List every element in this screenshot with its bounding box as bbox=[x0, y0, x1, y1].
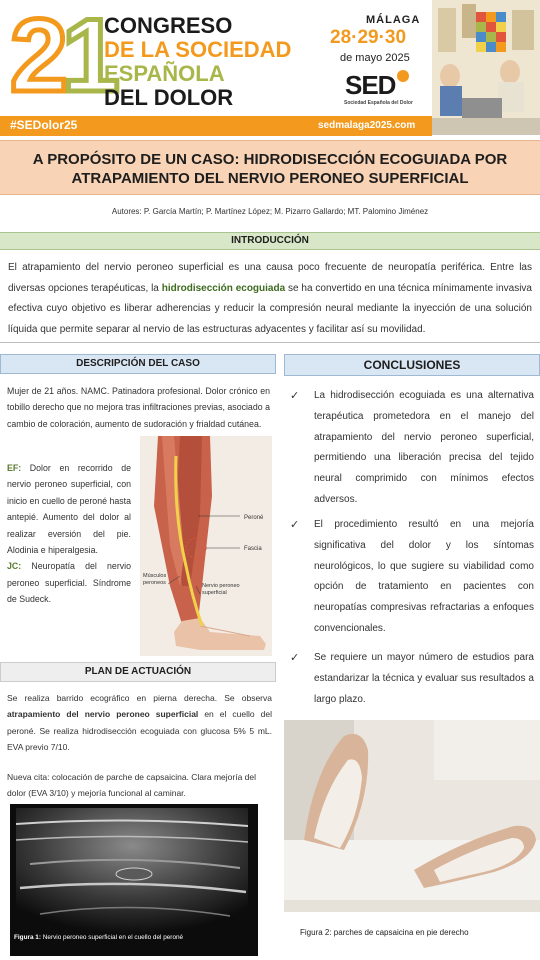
conclusion-text: Se requiere un mayor número de estudios para estandarizar la técnica y evaluar sus resultados a largo plazo. bbox=[314, 652, 534, 705]
conclusion-text: El procedimiento resultó en una mejoría significativa del dolor y los síntomas neurológicos, lo que sugiere su viabilidad como opción de tratamiento en pacientes con neuropatías compresivas refractarias a enfoques convencionales. bbox=[314, 519, 534, 634]
sun-icon bbox=[397, 70, 409, 82]
label-musculos: Músculos peroneos bbox=[143, 573, 167, 586]
plan-text-b: en el cuello del peroné. Se realiza hidrodisección ecoguiada con glucosa 5% 5 mL. EVA previo 7/10. bbox=[7, 709, 272, 753]
congress-title-line-4: DEL DOLOR bbox=[104, 85, 234, 110]
conclusion-text: La hidrodisección ecoguiada es una alternativa terapéutica prometedora en el manejo del atrapamiento del nervio peroneo superficial, permitiendo una liberación precisa del tejido neural comprimido con mínimos efectos adversos. bbox=[314, 390, 534, 505]
figure2-caption: Figura 2: parches de capsaicina en pie derecho bbox=[300, 928, 469, 937]
label-nervio: Nervio peroneo superficial bbox=[202, 583, 240, 596]
ef-label: EF: bbox=[7, 463, 22, 473]
city-label: MÁLAGA bbox=[366, 14, 421, 26]
label-fascia: Fascia bbox=[244, 546, 262, 552]
ef-text: Dolor en recorrido de nervio peroneo superficial, con inicio en cuello de peroné hasta antepié. Aumento del dolor al realizar eversión del pie. Alodinia e hiperalgesia. bbox=[7, 463, 131, 556]
plan-followup: Nueva cita: colocación de parche de capsaicina. Clara mejoría del dolor (EVA 3/10) y mejoría funcional al caminar. bbox=[7, 772, 256, 799]
sed-logo-subtitle: Sociedad Española del Dolor bbox=[344, 100, 413, 106]
case-findings bbox=[7, 460, 131, 608]
conclusion-item bbox=[290, 515, 534, 640]
plan-text-a: Se realiza barrido ecográfico en pierna derecha. Se observa bbox=[7, 693, 272, 703]
congress-title-line-3: ESPAÑOLA bbox=[104, 61, 225, 86]
case-heading: DESCRIPCIÓN DEL CASO bbox=[0, 354, 276, 374]
check-icon: ✓ bbox=[290, 652, 300, 664]
title-banner bbox=[0, 140, 540, 195]
intro-highlight: hidrodisección ecoguiada bbox=[161, 282, 286, 294]
figure1-label: Figura 1: bbox=[14, 934, 41, 941]
check-icon: ✓ bbox=[290, 390, 300, 402]
figure1-text: Nervio peroneo superficial en el cuello del peroné bbox=[41, 934, 184, 941]
intro-text bbox=[8, 258, 532, 340]
case-text: Mujer de 21 años. NAMC. Patinadora profesional. Dolor crónico en tobillo derecho que no mejora tras infiltraciones previas, asociado a cambio de coloración, aumento de sudoración y frialdad cutánea. bbox=[7, 386, 270, 429]
conclusions-heading: CONCLUSIONES bbox=[284, 354, 540, 376]
congress-number-logo: 21 bbox=[10, 0, 114, 114]
congress-title-line-2: DE LA SOCIEDAD bbox=[104, 37, 292, 62]
hashtag: #SEDolor25 bbox=[10, 118, 78, 132]
conclusion-item bbox=[290, 648, 534, 710]
divider bbox=[0, 342, 540, 343]
website-link[interactable]: sedmalaga2025.com bbox=[318, 120, 416, 131]
figure1-caption bbox=[14, 934, 183, 941]
jc-text: Neuropatía del nervio peroneo superficial. Síndrome de Sudeck. bbox=[7, 561, 131, 605]
plan-text bbox=[7, 690, 272, 756]
jc-label: JC: bbox=[7, 561, 22, 572]
conclusion-item bbox=[290, 386, 534, 511]
authors: Autores: P. García Martín; P. Martínez López; M. Pizarro Gallardo; MT. Palomino Jiménez bbox=[111, 207, 429, 216]
dates-label: 28·29·30 bbox=[330, 27, 407, 48]
capsaicin-patch-photo bbox=[284, 720, 540, 912]
check-icon: ✓ bbox=[290, 519, 300, 531]
label-perone: Peroné bbox=[244, 515, 264, 521]
plan-bold: atrapamiento del nervio peroneo superficial bbox=[7, 709, 199, 720]
poster-title: A PROPÓSITO DE UN CASO: HIDRODISECCIÓN ECOGUIADA POR ATRAPAMIENTO DEL NERVIO PERONEO SUPERFICIAL bbox=[32, 151, 508, 187]
intro-text-a: El atrapamiento del nervio peroneo superficial es una causa poco frecuente de neuropatía periférica. Entre las diversas opciones terapéuticas, la bbox=[8, 262, 532, 294]
congress-title-line-1: CONGRESO bbox=[104, 13, 233, 38]
header-illustration bbox=[432, 0, 540, 135]
month-label: de mayo 2025 bbox=[340, 52, 410, 64]
plan-heading: PLAN DE ACTUACIÓN bbox=[0, 662, 276, 682]
sed-logo bbox=[345, 70, 409, 101]
intro-text-b: se ha convertido en una técnica mínimamente invasiva efectiva cuyo objetivo es liberar adherencias y reducir la compresión neural mediante la inyección de una solución líquida que permite separar al nervio de las estructuras adyacentes y facilitar así su movilidad. bbox=[8, 282, 532, 335]
intro-heading: INTRODUCCIÓN bbox=[0, 232, 540, 250]
sed-logo-text: SED bbox=[345, 70, 396, 100]
